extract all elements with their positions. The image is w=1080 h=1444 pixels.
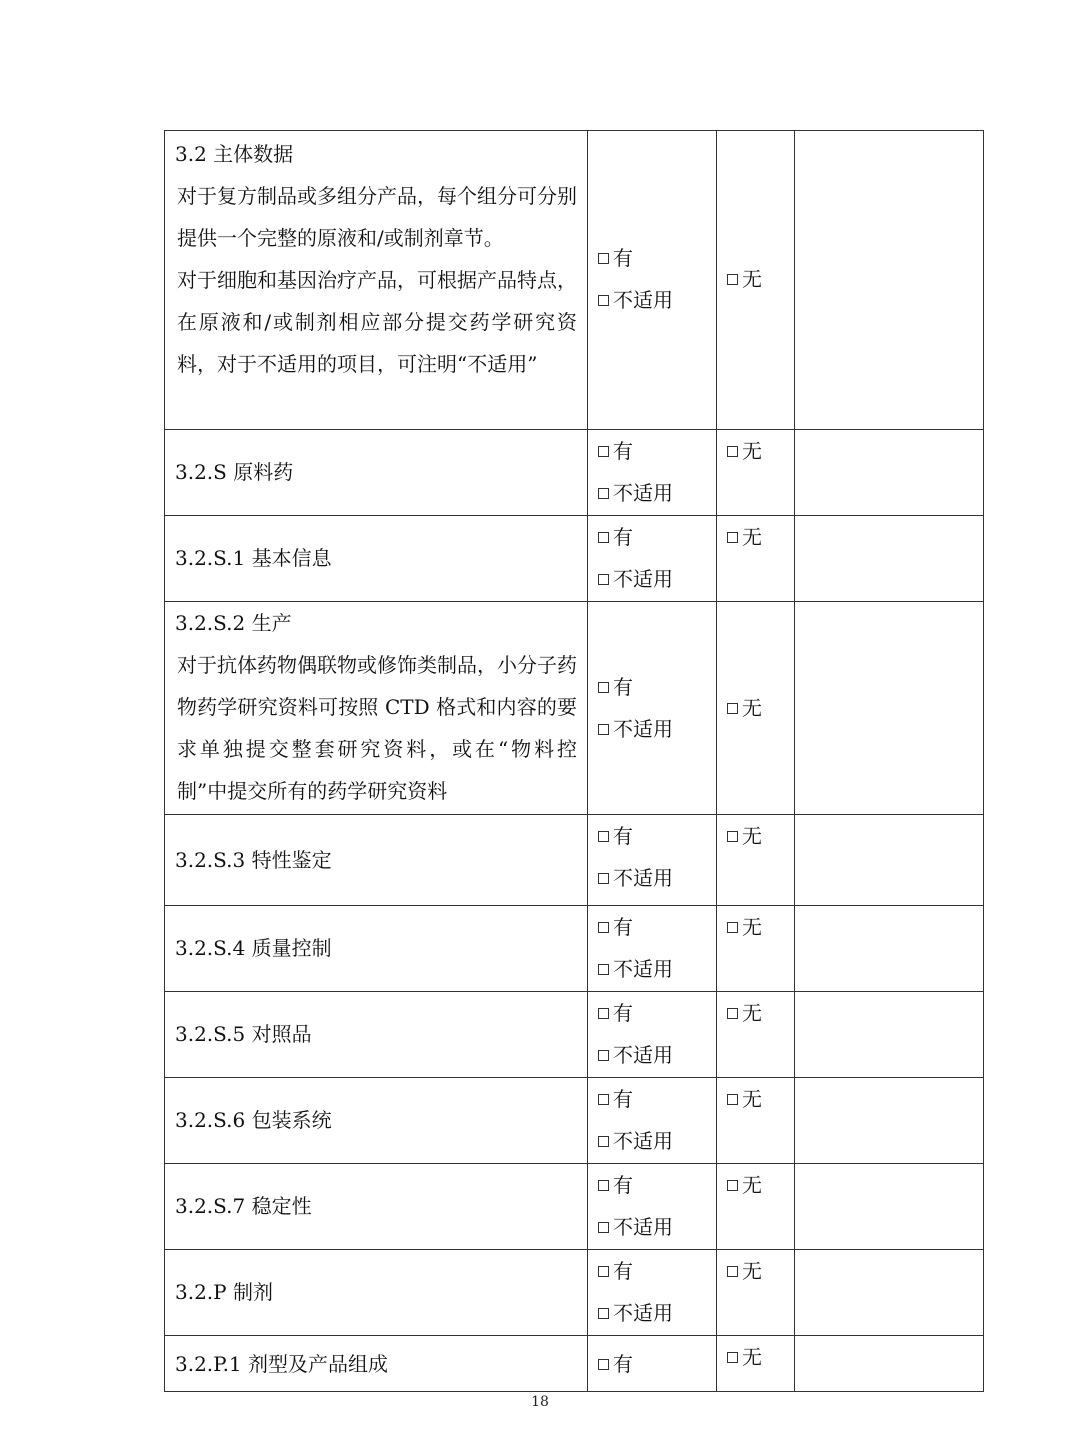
option-no-cell (717, 1336, 795, 1392)
option-no[interactable]: 无 (717, 258, 794, 300)
option-not-applicable[interactable]: 不适用 (588, 1120, 716, 1162)
option-not-applicable[interactable]: 不适用 (588, 279, 716, 321)
options-cell (588, 906, 717, 992)
options-cell (588, 992, 717, 1078)
checkbox-icon[interactable] (598, 532, 609, 543)
table-row (165, 131, 984, 430)
remarks-cell[interactable] (795, 1250, 984, 1336)
checkbox-icon[interactable] (598, 682, 609, 693)
checkbox-icon[interactable] (598, 1308, 609, 1319)
checkbox-icon[interactable] (727, 532, 738, 543)
item-title: 3.2 主体数据 (175, 142, 294, 166)
option-yes[interactable]: 有 (588, 1250, 716, 1292)
option-no-cell (717, 430, 795, 516)
table-row (165, 430, 984, 516)
options-cell (588, 602, 717, 815)
option-no-cell (717, 815, 795, 906)
option-yes[interactable]: 有 (588, 906, 716, 948)
option-no-cell (717, 906, 795, 992)
checkbox-icon[interactable] (727, 922, 738, 933)
checkbox-icon[interactable] (598, 253, 609, 264)
remarks-cell[interactable] (795, 131, 984, 430)
table-row (165, 1164, 984, 1250)
option-no[interactable]: 无 (717, 687, 794, 729)
option-no-cell (717, 1078, 795, 1164)
option-no[interactable]: 无 (717, 430, 794, 472)
options-cell (588, 131, 717, 430)
table-row (165, 1078, 984, 1164)
remarks-cell[interactable] (795, 602, 984, 815)
option-not-applicable[interactable]: 不适用 (588, 472, 716, 514)
remarks-cell[interactable] (795, 1336, 984, 1392)
checkbox-icon[interactable] (598, 1266, 609, 1277)
checkbox-icon[interactable] (727, 1352, 738, 1363)
remarks-cell[interactable] (795, 1164, 984, 1250)
item-note: 对于抗体药物偶联物或修饰类制品，小分子药物药学研究资料可按照 CTD 格式和内容的要求单独提交整套研究资料，或在“物料控制”中提交所有的药学研究资料 (177, 653, 577, 803)
option-not-applicable[interactable]: 不适用 (588, 948, 716, 990)
item-cell (165, 131, 588, 430)
item-cell (165, 992, 588, 1078)
option-no-cell (717, 131, 795, 430)
item-cell (165, 906, 588, 992)
item-title: 3.2.S.6 包装系统 (175, 1108, 332, 1132)
checkbox-icon[interactable] (727, 1266, 738, 1277)
options-cell (588, 1336, 717, 1392)
options-cell (588, 815, 717, 906)
item-cell (165, 516, 588, 602)
item-cell (165, 1336, 588, 1392)
item-title: 3.2.S.4 质量控制 (175, 936, 332, 960)
table-row (165, 815, 984, 906)
options-cell (588, 516, 717, 602)
item-cell (165, 602, 588, 815)
item-note: 对于细胞和基因治疗产品，可根据产品特点，在原液和/或制剂相应部分提交药学研究资料，对于不适用的项目，可注明“不适用” (177, 268, 577, 376)
option-not-applicable[interactable]: 不适用 (588, 857, 716, 899)
checkbox-icon[interactable] (727, 1008, 738, 1019)
checkbox-icon[interactable] (598, 1094, 609, 1105)
option-yes[interactable]: 有 (588, 1078, 716, 1120)
item-title: 3.2.P.1 剂型及产品组成 (175, 1352, 389, 1376)
item-cell (165, 1078, 588, 1164)
remarks-cell[interactable] (795, 992, 984, 1078)
checkbox-icon[interactable] (598, 1008, 609, 1019)
checkbox-icon[interactable] (727, 831, 738, 842)
checkbox-icon[interactable] (598, 1180, 609, 1191)
remarks-cell[interactable] (795, 906, 984, 992)
item-title: 3.2.S.1 基本信息 (175, 546, 332, 570)
table-row (165, 516, 984, 602)
checkbox-icon[interactable] (598, 295, 609, 306)
item-cell (165, 1250, 588, 1336)
options-cell (588, 1078, 717, 1164)
item-note: 对于复方制品或多组分产品，每个组分可分别提供一个完整的原液和/或制剂章节。 (177, 184, 577, 250)
remarks-cell[interactable] (795, 815, 984, 906)
checkbox-icon[interactable] (727, 274, 738, 285)
checkbox-icon[interactable] (727, 1094, 738, 1105)
remarks-cell[interactable] (795, 430, 984, 516)
option-yes[interactable]: 有 (588, 992, 716, 1034)
checklist-table (164, 130, 984, 1392)
table-row (165, 602, 984, 815)
checkbox-icon[interactable] (598, 574, 609, 585)
item-title: 3.2.S.2 生产 (175, 611, 292, 635)
checkbox-icon[interactable] (598, 1136, 609, 1147)
option-no[interactable]: 无 (717, 815, 794, 857)
option-yes[interactable]: 有 (588, 516, 716, 558)
page-number: 18 (531, 1394, 549, 1410)
checkbox-icon[interactable] (598, 1050, 609, 1061)
option-no[interactable]: 无 (717, 992, 794, 1034)
options-cell (588, 1164, 717, 1250)
checkbox-icon[interactable] (598, 724, 609, 735)
checkbox-icon[interactable] (598, 873, 609, 884)
table-row (165, 992, 984, 1078)
checkbox-icon[interactable] (598, 922, 609, 933)
option-no[interactable]: 无 (717, 1250, 794, 1292)
checkbox-icon[interactable] (598, 831, 609, 842)
option-no-cell (717, 1164, 795, 1250)
option-not-applicable[interactable]: 不适用 (588, 1206, 716, 1248)
option-not-applicable[interactable]: 不适用 (588, 1034, 716, 1076)
option-yes[interactable]: 有 (588, 237, 716, 279)
item-title: 3.2.S 原料药 (175, 460, 294, 484)
option-yes[interactable]: 有 (588, 815, 716, 857)
option-no-cell (717, 992, 795, 1078)
checkbox-icon[interactable] (598, 1222, 609, 1233)
remarks-cell[interactable] (795, 1078, 984, 1164)
checkbox-icon[interactable] (727, 1180, 738, 1191)
item-cell (165, 815, 588, 906)
item-title: 3.2.S.5 对照品 (175, 1022, 312, 1046)
option-yes[interactable]: 有 (588, 1164, 716, 1206)
option-not-applicable[interactable]: 不适用 (588, 558, 716, 600)
remarks-cell[interactable] (795, 516, 984, 602)
option-yes[interactable]: 有 (588, 666, 716, 708)
checkbox-icon[interactable] (598, 1359, 609, 1370)
item-cell (165, 1164, 588, 1250)
option-no-cell (717, 602, 795, 815)
option-no[interactable]: 无 (717, 516, 794, 558)
item-title: 3.2.S.7 稳定性 (175, 1194, 312, 1218)
option-no[interactable]: 无 (717, 906, 794, 948)
checkbox-icon[interactable] (598, 446, 609, 457)
option-no[interactable]: 无 (717, 1078, 794, 1120)
item-title: 3.2.S.3 特性鉴定 (175, 848, 332, 872)
option-not-applicable[interactable]: 不适用 (588, 708, 716, 750)
item-title: 3.2.P 制剂 (175, 1280, 273, 1304)
checkbox-icon[interactable] (598, 488, 609, 499)
option-no-cell (717, 1250, 795, 1336)
table-row (165, 906, 984, 992)
checkbox-icon[interactable] (598, 964, 609, 975)
options-cell (588, 430, 717, 516)
option-no[interactable]: 无 (717, 1336, 794, 1378)
option-no[interactable]: 无 (717, 1164, 794, 1206)
option-not-applicable[interactable]: 不适用 (588, 1292, 716, 1334)
option-no-cell (717, 516, 795, 602)
table-row (165, 1336, 984, 1392)
item-cell (165, 430, 588, 516)
option-yes[interactable]: 有 (588, 430, 716, 472)
checkbox-icon[interactable] (727, 446, 738, 457)
options-cell (588, 1250, 717, 1336)
option-yes[interactable]: 有 (588, 1343, 716, 1385)
checkbox-icon[interactable] (727, 703, 738, 714)
table-row (165, 1250, 984, 1336)
